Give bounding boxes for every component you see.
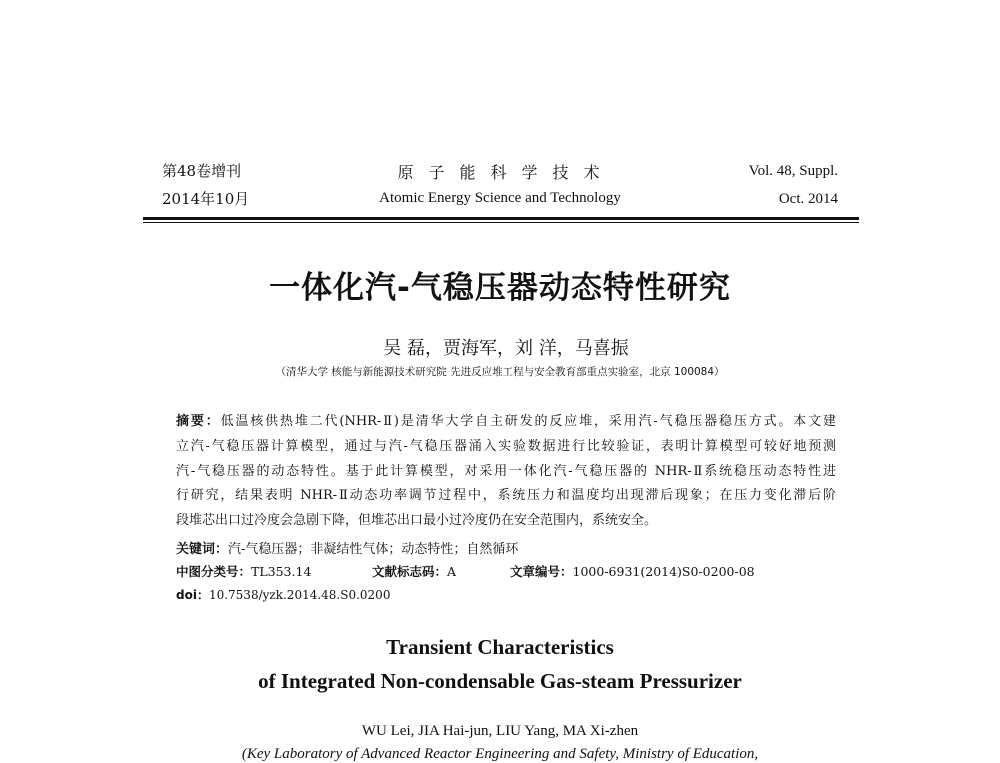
date-en: Oct. 2014 bbox=[778, 191, 838, 207]
keywords bbox=[176, 538, 518, 557]
doi-label: doi： bbox=[176, 588, 209, 602]
paper-title-en-line1: Transient Characteristics bbox=[386, 635, 614, 659]
doc-code-value: A bbox=[447, 564, 457, 579]
authors-cn: 吴 磊，贾海军，刘 洋，马喜振 bbox=[383, 338, 629, 359]
clc-label: 中图分类号： bbox=[176, 564, 252, 579]
header-rule-thick bbox=[143, 217, 859, 220]
paper-title-cn: 一体化汽-气稳压器动态特性研究 bbox=[269, 270, 731, 306]
clc-value: TL353.14 bbox=[251, 564, 312, 579]
keywords-label: 关键词： bbox=[176, 542, 229, 557]
header-rule-thin bbox=[143, 222, 859, 223]
doi bbox=[176, 586, 390, 603]
article-number-label: 文章编号： bbox=[510, 564, 573, 579]
keywords-text: 汽-气稳压器；非凝结性气体；动态特性；自然循环 bbox=[228, 542, 519, 557]
abstract-label: 摘要： bbox=[176, 414, 221, 429]
volume-cn: 第48卷增刊 bbox=[162, 162, 242, 180]
authors-en: WU Lei, JIA Hai-jun, LIU Yang, MA Xi-zhen bbox=[361, 723, 639, 739]
abstract-line: 段堆芯出口过冷度会急剧下降，但堆芯出口最小过冷度仍在安全范围内，系统安全。 bbox=[176, 513, 658, 529]
affiliation-en: (Key Laboratory of Advanced Reactor Engineering and Safety, Ministry of Education, bbox=[241, 746, 759, 762]
article-number-value: 1000-6931(2014)S0-0200-08 bbox=[572, 564, 755, 579]
journal-title-en: Atomic Energy Science and Technology bbox=[379, 190, 621, 206]
abstract-line: 立汽-气稳压器计算模型，通过与汽-气稳压器涌入实验数据进行比较验证，表明计算模型可较好地预测 bbox=[176, 438, 836, 454]
abstract-line: 行研究，结果表明 NHR-Ⅱ动态功率调节过程中，系统压力和温度均出现滞后现象；在压力变化滞后阶 bbox=[176, 488, 836, 504]
doc-code-label: 文献标志码： bbox=[372, 564, 448, 579]
abstract-line: 汽-气稳压器的动态特性。基于此计算模型，对采用一体化汽-气稳压器的 NHR-Ⅱ系统稳压动态特性进 bbox=[176, 463, 836, 479]
doi-value: 10.7538/yzk.2014.48.S0.0200 bbox=[208, 588, 391, 602]
abstract-line: 低温核供热堆二代(NHR-Ⅱ)是清华大学自主研发的反应堆，采用汽-气稳压器稳压方式。本文建 bbox=[220, 414, 836, 429]
paper-title-en-line2: of Integrated Non-condensable Gas-steam Pressurizer bbox=[258, 669, 742, 693]
volume-en: Vol. 48, Suppl. bbox=[748, 163, 838, 179]
classification-row bbox=[176, 562, 836, 580]
date-cn: 2014年10月 bbox=[162, 190, 250, 208]
journal-title-cn: 原子能科学技术 bbox=[397, 163, 615, 182]
affiliation-cn: （清华大学 核能与新能源技术研究院 先进反应堆工程与安全教育部重点实验室，北京 100084） bbox=[275, 366, 725, 378]
abstract-cn bbox=[176, 410, 836, 534]
